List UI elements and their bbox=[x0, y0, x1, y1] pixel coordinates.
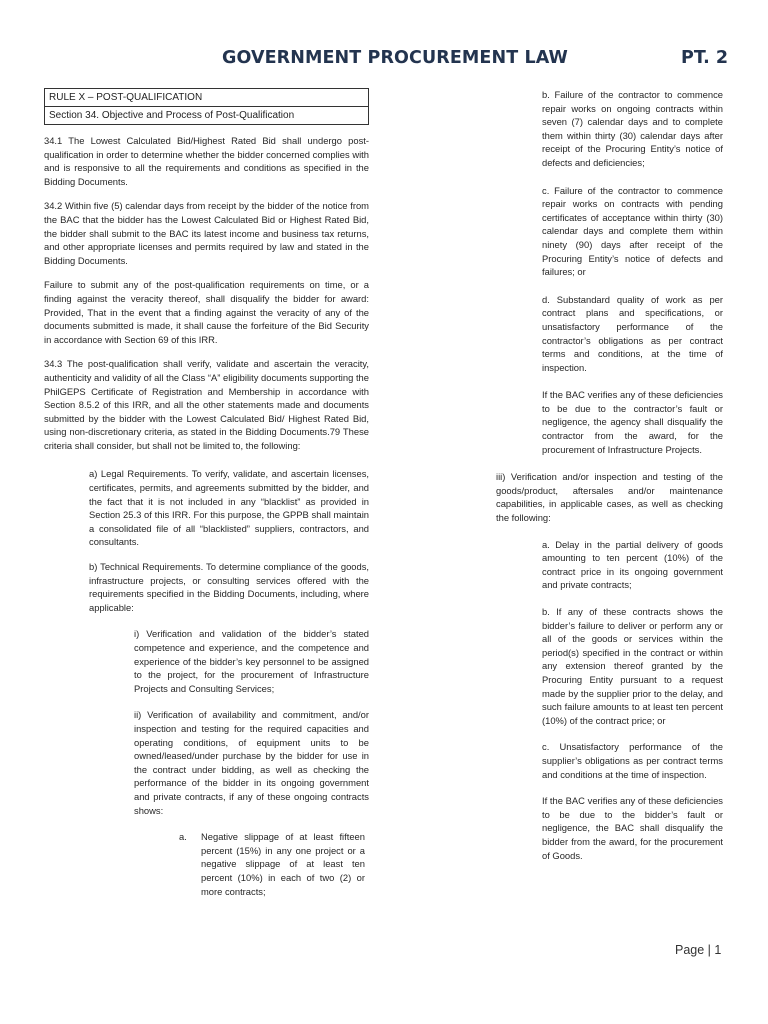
item-marker: a. bbox=[179, 831, 187, 843]
paragraph-34-1: 34.1 The Lowest Calculated Bid/Highest Rated Bid shall undergo post-qualification in order to determine whether the bidder concerned complies with and is responsive to all the requirements and conditions as specified in the Bidding Documents. bbox=[44, 135, 369, 187]
item-text: Negative slippage of at least fifteen percent (15%) in any one project or a negative slippage of at least ten percent (10%) in each of two (2) or more contracts; bbox=[201, 831, 365, 897]
legal-requirements: a) Legal Requirements. To verify, validate, and ascertain licenses, certificates, permits, and agreements submitted by the bidder, and the fact that it is not included in any “blacklist” as provided in Section 25.3 of this IRR. For this purpose, the GPPB shall maintain a consolidated file of all “blacklisted” suppliers, contractors, and consultants. bbox=[89, 468, 369, 548]
paragraph-34-2: 34.2 Within five (5) calendar days from receipt by the bidder of the notice from the BAC that the bidder has the Lowest Calculated Bid or Highest Rated Bid, the bidder shall submit to the BAC its latest income and business tax returns, and other appropriate licenses and permits required by law and stated in the Bidding Documents. bbox=[44, 200, 369, 266]
bac-goods: If the BAC verifies any of these deficiencies to be due to the bidder’s fault or negligence, the BAC shall disqualify the bidder from the award, for the procurement of Goods. bbox=[542, 795, 723, 861]
page-number: Page | 1 bbox=[675, 943, 722, 957]
goods-item-a: a. Delay in the partial delivery of goods amounting to ten percent (10%) of the contract price in its ongoing government and private contracts; bbox=[542, 538, 723, 591]
item-c-repair: c. Failure of the contractor to commence repair works on contracts with pending certificates of acceptance within thirty (30) calendar days and complete them within ninety (90) days after receipt of the Procuring Entity’s notice of defects and failures; or bbox=[542, 184, 723, 278]
part-label: PT. 2 bbox=[681, 48, 729, 68]
rule-heading: RULE X – POST-QUALIFICATION bbox=[49, 92, 203, 103]
left-column bbox=[44, 88, 369, 898]
paragraph-34-3: 34.3 The post-qualification shall verify, validate and ascertain the veracity, authenticity and validity of all the Class “A” eligibility documents supporting the PhilGEPS Certificate of Registration and Membership in accordance with Section 8.5.2 of this IRR, and all the other statements made and documents submitted by the bidder with the Lowest Calculated Bid/ Highest Rated Bid, using non-discretionary criteria, as stated in the Bidding Documents.79 These criteria shall consider, but shall not be limited to, the following: bbox=[44, 358, 369, 451]
item-ii: ii) Verification of availability and commitment, and/or inspection and testing for the required capacities and operating conditions, of equipment units to be owned/leased/under purchase by the bidder for use in the contract under bidding, as well as checking the performance of the bidder in its ongoing government and private contracts, if any of these ongoing contracts shows: bbox=[134, 709, 369, 816]
section-heading: Section 34. Objective and Process of Post-Qualification bbox=[45, 106, 368, 124]
bac-infrastructure: If the BAC verifies any of these deficiencies to be due to the contractor’s fault or negligence, the agency shall disqualify the contractor from the award, for the procurement of Infrastructure Projects. bbox=[542, 389, 723, 455]
technical-requirements: b) Technical Requirements. To determine compliance of the goods, infrastructure projects, or consulting services offered with the requirements specified in the Bidding Documents, including, where applicable: bbox=[89, 561, 369, 613]
item-b-repair: b. Failure of the contractor to commence repair works on ongoing contracts within seven (7) calendar days and to complete them within thirty (30) calendar days after receipt of the Procuring Entity’s notice of defects and deficiencies; bbox=[542, 89, 723, 168]
goods-item-b: b. If any of these contracts shows the bidder’s failure to deliver or perform any or all of the goods or services within the period(s) specified in the contract or within any extension thereof granted by the Procuring Entity pursuant to a request made by the supplier prior to the delay, and such failure amounts to at least ten percent (10%) of the contract price; or bbox=[542, 606, 723, 726]
item-d-substandard: d. Substandard quality of work as per contract plans and specifications, or unsatisfactory performance of the contractor’s obligations as per contract terms and conditions, at the time of inspection. bbox=[542, 293, 723, 373]
paragraph-failure: Failure to submit any of the post-qualification requirements on time, or a finding against the veracity thereof, shall disqualify the bidder for award: Provided, That in the event that a finding against the veracity of any of the documents submitted is made, it shall cause the forfeiture of the Bid Security in accordance with Section 69 of this IRR. bbox=[44, 279, 369, 345]
goods-item-c: c. Unsatisfactory performance of the supplier’s obligations as per contract terms and conditions at the time of inspection. bbox=[542, 741, 723, 780]
document-title: GOVERNMENT PROCUREMENT LAW bbox=[222, 48, 568, 68]
item-i: i) Verification and validation of the bidder’s stated competence and experience, and the competence and experience of the bidder’s key personnel to be assigned to the project, for the procurement of Infrastructure Projects and Consulting Services; bbox=[134, 628, 369, 694]
item-iii: iii) Verification and/or inspection and testing of the goods/product, aftersales and/or maintenance capabilities, in applicable cases, as well as checking the following: bbox=[496, 471, 723, 524]
right-column bbox=[496, 88, 723, 873]
item-ii-a bbox=[179, 830, 369, 898]
rule-box bbox=[44, 88, 369, 125]
